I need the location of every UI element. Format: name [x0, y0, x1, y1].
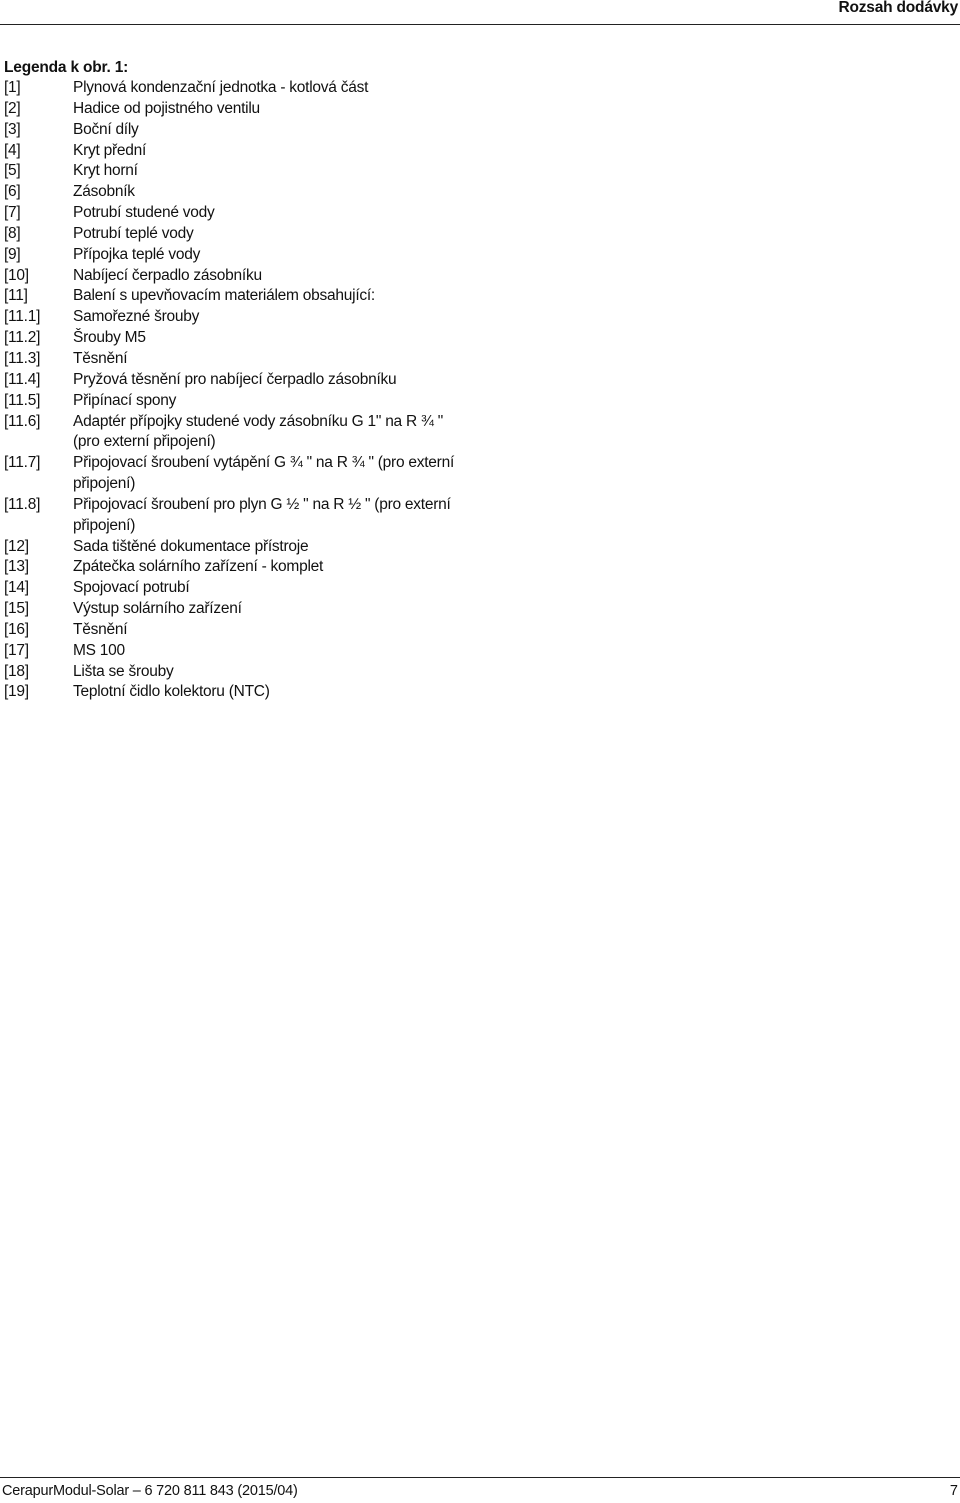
legend-item [4, 161, 954, 182]
legend [4, 57, 954, 703]
legend-item-number: [11.2] [4, 329, 41, 347]
page-footer [0, 1477, 960, 1503]
legend-item-number: [11.4] [4, 370, 41, 388]
legend-item-number: [15] [4, 600, 29, 618]
legend-item-number: [11.7] [4, 454, 41, 472]
legend-item-number: [17] [4, 641, 29, 659]
legend-item-number: [11.6] [4, 412, 41, 430]
legend-item-text: Sada tištěné dokumentace přístroje [73, 537, 309, 555]
legend-item-text: Kryt horní [73, 162, 138, 180]
legend-item-number: [3] [4, 120, 21, 138]
legend-item [4, 662, 954, 683]
legend-item-number: [11.1] [4, 308, 41, 326]
legend-item-text: Výstup solárního zařízení [73, 600, 242, 618]
legend-item-text: Pryžová těsnění pro nabíjecí čerpadlo zásobníku [73, 370, 397, 388]
legend-item [4, 99, 954, 120]
legend-item [4, 224, 954, 245]
legend-item-number: [8] [4, 224, 21, 242]
legend-item-number: [11.5] [4, 391, 41, 409]
legend-item-text: Teplotní čidlo kolektoru (NTC) [73, 683, 270, 701]
legend-item-text: Adaptér přípojky studené vody zásobníku G 1" na R ¾ " (pro externí připojení) [73, 412, 443, 451]
legend-item-number: [13] [4, 558, 29, 576]
legend-item-number: [14] [4, 579, 29, 597]
legend-item-text: Hadice od pojistného ventilu [73, 99, 260, 117]
legend-item [4, 620, 954, 641]
legend-item-text: Těsnění [73, 620, 128, 638]
legend-item [4, 391, 954, 412]
legend-item-number: [10] [4, 266, 29, 284]
document-id: CerapurModul-Solar – 6 720 811 843 (2015/04) [2, 1483, 298, 1499]
legend-item [4, 203, 954, 224]
legend-item [4, 578, 954, 599]
legend-item-text: Připínací spony [73, 391, 177, 409]
legend-item-text: Zásobník [73, 183, 135, 201]
legend-item [4, 370, 954, 391]
legend-item-number: [12] [4, 537, 29, 555]
legend-item-text: Plynová kondenzační jednotka - kotlová část [73, 79, 369, 96]
legend-item-number: [1] [4, 79, 21, 96]
legend-item [4, 537, 954, 558]
legend-item-number: [7] [4, 204, 21, 222]
legend-item [4, 245, 954, 266]
legend-title: Legenda k obr. 1: [4, 59, 129, 76]
legend-item [4, 641, 954, 662]
legend-item-text: Kryt přední [73, 141, 147, 159]
legend-item-text: Přípojka teplé vody [73, 245, 201, 263]
legend-item-text: Připojovací šroubení pro plyn G ½ " na R ½ " (pro externí připojení) [73, 495, 451, 534]
page-number: 7 [949, 1483, 958, 1499]
legend-item-number: [5] [4, 162, 21, 180]
page-header [0, 0, 960, 25]
legend-item-number: [11] [4, 287, 28, 305]
legend-item-number: [18] [4, 662, 29, 680]
legend-item-text: Lišta se šrouby [73, 662, 174, 680]
legend-item [4, 141, 954, 162]
legend-item-text: Nabíjecí čerpadlo zásobníku [73, 266, 262, 284]
legend-item-number: [11.8] [4, 495, 41, 513]
legend-item-text: Šrouby M5 [73, 329, 146, 347]
legend-item [4, 599, 954, 620]
legend-item [4, 266, 954, 287]
legend-item-text: Balení s upevňovacím materiálem obsahující: [73, 287, 375, 305]
legend-item [4, 412, 954, 454]
legend-item [4, 328, 954, 349]
legend-item [4, 495, 954, 537]
legend-item [4, 286, 954, 307]
legend-item-number: [19] [4, 683, 29, 701]
legend-item-number: [9] [4, 245, 21, 263]
legend-item-text: MS 100 [73, 641, 125, 659]
legend-item [4, 557, 954, 578]
legend-item-number: [2] [4, 99, 21, 117]
legend-item-number: [16] [4, 620, 29, 638]
legend-item-number: [11.3] [4, 349, 41, 367]
legend-item [4, 182, 954, 203]
legend-item-text: Potrubí studené vody [73, 204, 215, 222]
legend-item [4, 120, 954, 141]
legend-item [4, 682, 954, 703]
legend-item-text: Potrubí teplé vody [73, 224, 194, 242]
legend-item-text: Spojovací potrubí [73, 579, 190, 597]
legend-item-text: Připojovací šroubení vytápění G ¾ " na R ¾ " (pro externí připojení) [73, 454, 455, 493]
legend-item-text: Těsnění [73, 349, 128, 367]
legend-item [4, 453, 954, 495]
legend-item-number: [6] [4, 183, 21, 201]
legend-item-text: Boční díly [73, 120, 139, 138]
legend-item-text: Zpátečka solárního zařízení - komplet [73, 558, 324, 576]
legend-item-number: [4] [4, 141, 21, 159]
legend-list [4, 78, 954, 703]
legend-item-text: Samořezné šrouby [73, 308, 200, 326]
legend-item [4, 78, 954, 99]
legend-item [4, 307, 954, 328]
section-title: Rozsah dodávky [838, 0, 958, 16]
legend-item [4, 349, 954, 370]
